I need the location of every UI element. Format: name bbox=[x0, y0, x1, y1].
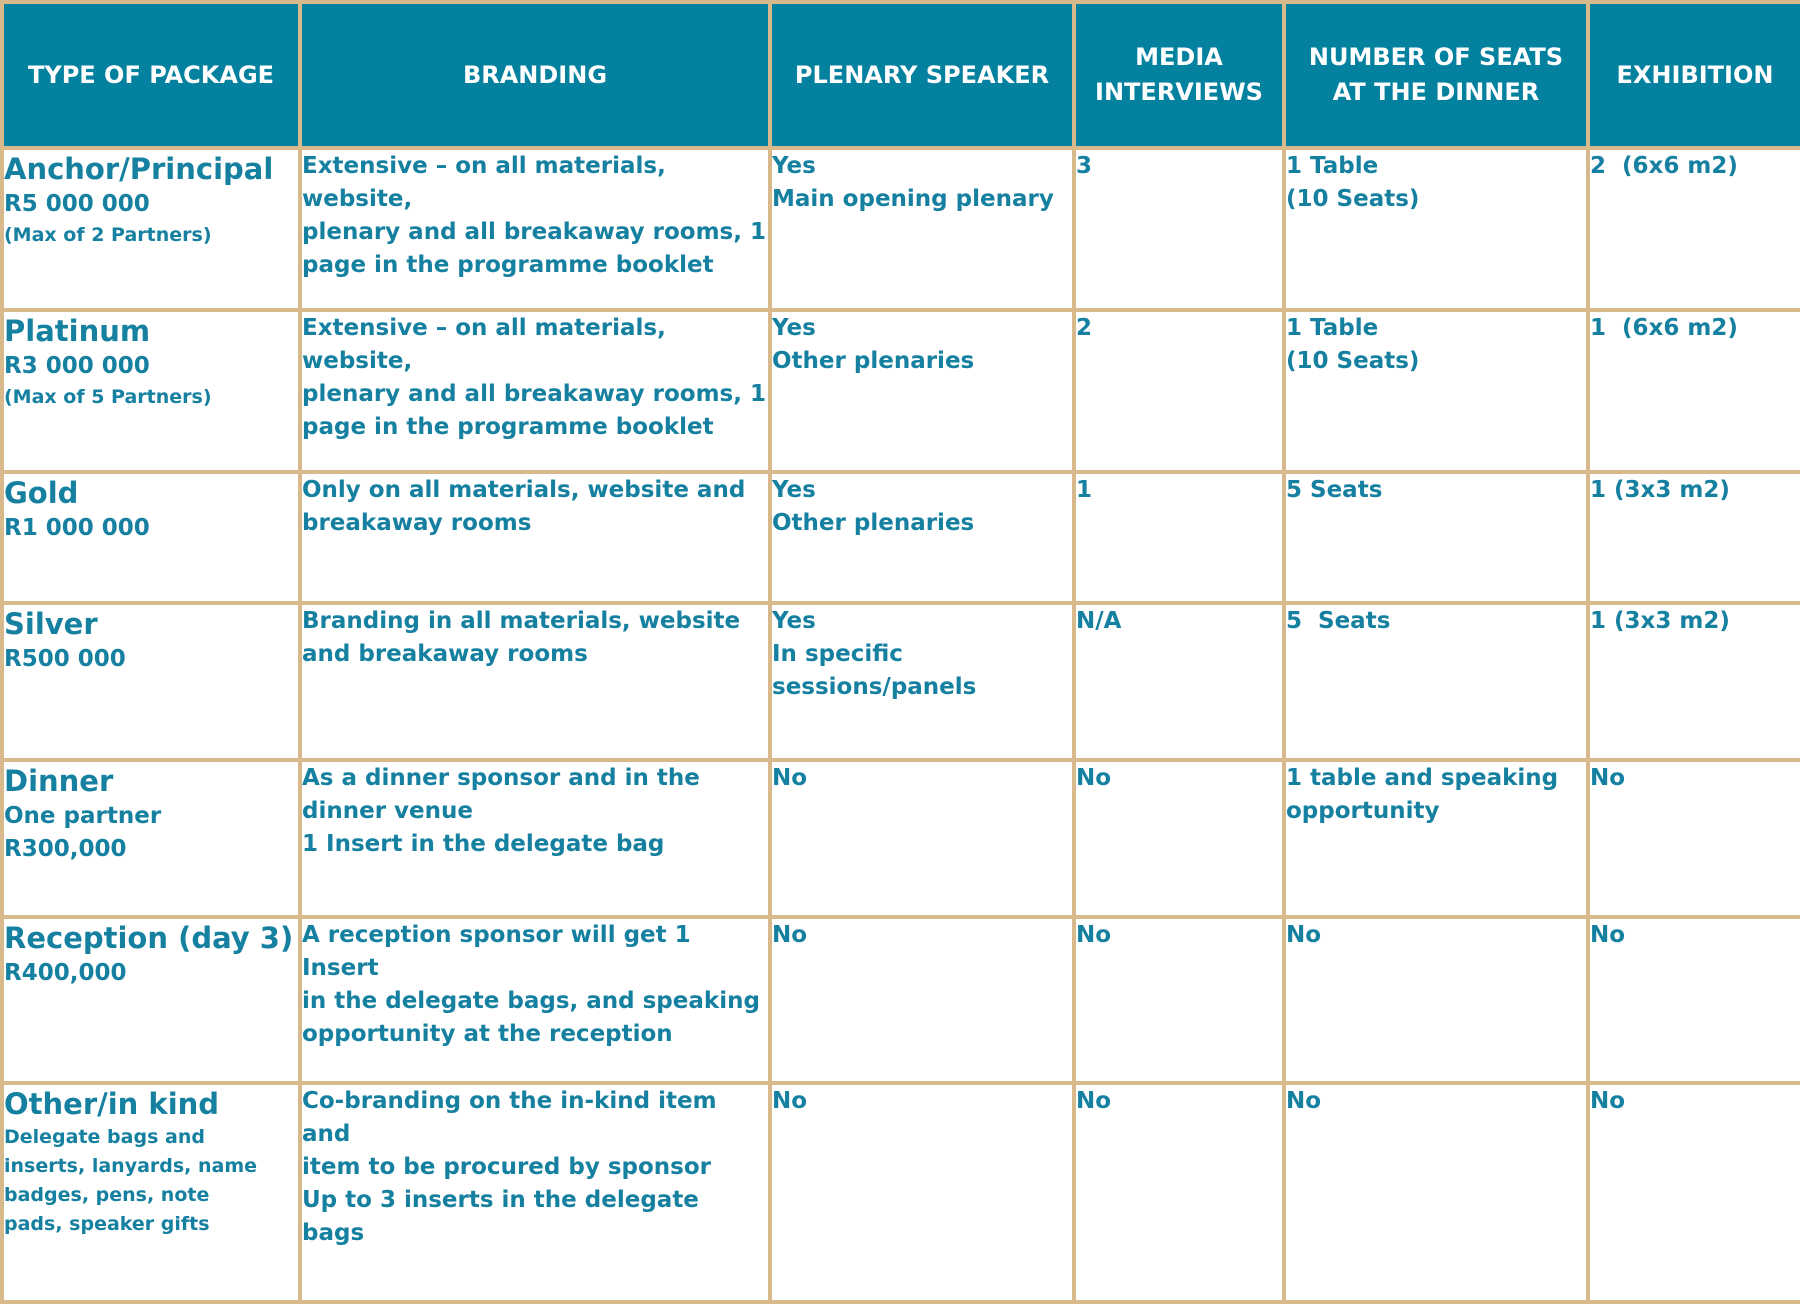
header-line: EXHIBITION bbox=[1616, 60, 1774, 89]
cell-line: 3 bbox=[1076, 153, 1093, 179]
header-type-of-package bbox=[2, 2, 300, 148]
package-name: Anchor/Principal bbox=[4, 152, 274, 186]
media-interviews-cell bbox=[1074, 760, 1284, 917]
header-line: AT THE DINNER bbox=[1332, 78, 1540, 106]
package-row bbox=[2, 310, 1800, 472]
exhibition-cell bbox=[1588, 1083, 1800, 1302]
cell-line: Extensive – on all materials, website, bbox=[302, 153, 674, 212]
cell-line: Up to 3 inserts in the delegate bags bbox=[302, 1187, 707, 1246]
cell-line: opportunity at the reception bbox=[302, 1021, 673, 1047]
cell-line: No bbox=[772, 765, 808, 791]
exhibition-cell bbox=[1588, 148, 1800, 310]
plenary-speaker-cell bbox=[770, 1083, 1074, 1302]
header-line: INTERVIEWS bbox=[1095, 78, 1263, 106]
header-line: NUMBER OF SEATS bbox=[1308, 43, 1564, 71]
package-row bbox=[2, 603, 1800, 760]
header-plenary-speaker bbox=[770, 2, 1074, 148]
media-interviews-cell bbox=[1074, 603, 1284, 760]
cell-line: N/A bbox=[1076, 608, 1122, 634]
header-line: PLENARY SPEAKER bbox=[794, 60, 1050, 89]
cell-line: item to be procured by sponsor bbox=[302, 1154, 711, 1180]
exhibition-cell bbox=[1588, 472, 1800, 603]
media-interviews-cell bbox=[1074, 472, 1284, 603]
package-type-cell bbox=[2, 917, 300, 1083]
branding-cell bbox=[300, 917, 770, 1083]
media-interviews-cell bbox=[1074, 1083, 1284, 1302]
cell-line: Other plenaries bbox=[772, 510, 975, 536]
package-price: R500 000 bbox=[4, 646, 126, 672]
plenary-speaker-cell bbox=[770, 917, 1074, 1083]
plenary-speaker-cell bbox=[770, 603, 1074, 760]
cell-line: 1 (3x3 m2) bbox=[1590, 477, 1730, 503]
package-type-cell bbox=[2, 1083, 300, 1302]
plenary-speaker-cell bbox=[770, 472, 1074, 603]
cell-line: 1 (6x6 m2) bbox=[1590, 315, 1738, 341]
dinner-seats-cell bbox=[1284, 472, 1588, 603]
cell-line: Branding in all materials, website bbox=[302, 608, 741, 634]
media-interviews-cell bbox=[1074, 917, 1284, 1083]
cell-line: A reception sponsor will get 1 Insert bbox=[302, 922, 699, 981]
package-note: (Max of 2 Partners) bbox=[4, 224, 212, 246]
package-note: Delegate bags and inserts, lanyards, name badges, pens, note pads, speaker gifts bbox=[4, 1126, 258, 1235]
cell-line: sessions/panels bbox=[772, 674, 977, 700]
cell-line: No bbox=[1590, 765, 1626, 791]
dinner-seats-cell bbox=[1284, 917, 1588, 1083]
cell-line: plenary and all breakaway rooms, 1 bbox=[302, 381, 766, 407]
branding-cell bbox=[300, 760, 770, 917]
cell-line: No bbox=[1286, 922, 1322, 948]
header-number-of-seats bbox=[1284, 2, 1588, 148]
cell-line: 1 table and speaking bbox=[1286, 765, 1559, 791]
package-row bbox=[2, 1083, 1800, 1302]
exhibition-cell bbox=[1588, 310, 1800, 472]
header-line: MEDIA bbox=[1135, 43, 1223, 71]
cell-line: 1 Insert in the delegate bag bbox=[302, 831, 665, 857]
package-note: (Max of 5 Partners) bbox=[4, 386, 212, 408]
cell-line: 5 Seats bbox=[1286, 608, 1391, 634]
package-type-cell bbox=[2, 310, 300, 472]
exhibition-cell bbox=[1588, 917, 1800, 1083]
cell-line: No bbox=[1076, 765, 1112, 791]
cell-line: No bbox=[1076, 1088, 1112, 1114]
cell-line: 5 Seats bbox=[1286, 477, 1383, 503]
package-row bbox=[2, 472, 1800, 603]
cell-line: 1 Table bbox=[1286, 315, 1379, 341]
cell-line: As a dinner sponsor and in the bbox=[302, 765, 700, 791]
cell-line: dinner venue bbox=[302, 798, 473, 824]
cell-line: 1 (3x3 m2) bbox=[1590, 608, 1730, 634]
cell-line: Other plenaries bbox=[772, 348, 975, 374]
cell-line: 2 (6x6 m2) bbox=[1590, 153, 1738, 179]
package-price: R400,000 bbox=[4, 960, 127, 986]
cell-line: breakaway rooms bbox=[302, 510, 532, 536]
cell-line: page in the programme booklet bbox=[302, 414, 714, 440]
branding-cell bbox=[300, 310, 770, 472]
package-name: Silver bbox=[4, 607, 98, 641]
package-name: Dinner bbox=[4, 764, 114, 798]
package-type-cell bbox=[2, 148, 300, 310]
media-interviews-cell bbox=[1074, 310, 1284, 472]
package-price: One partner R300,000 bbox=[4, 803, 162, 862]
cell-line: No bbox=[1076, 922, 1112, 948]
package-name: Other/in kind bbox=[4, 1087, 220, 1121]
dinner-seats-cell bbox=[1284, 760, 1588, 917]
cell-line: No bbox=[772, 922, 808, 948]
package-name: Gold bbox=[4, 476, 79, 510]
cell-line: No bbox=[772, 1088, 808, 1114]
cell-line: Only on all materials, website and bbox=[302, 477, 746, 503]
cell-line: No bbox=[1286, 1088, 1322, 1114]
header-media-interviews bbox=[1074, 2, 1284, 148]
cell-line: Yes bbox=[772, 315, 816, 341]
cell-line: Yes bbox=[772, 477, 816, 503]
cell-line: and breakaway rooms bbox=[302, 641, 588, 667]
header-row bbox=[2, 2, 1800, 148]
package-price: R1 000 000 bbox=[4, 515, 150, 541]
branding-cell bbox=[300, 472, 770, 603]
package-type-cell bbox=[2, 760, 300, 917]
cell-line: No bbox=[1590, 922, 1626, 948]
package-type-cell bbox=[2, 472, 300, 603]
dinner-seats-cell bbox=[1284, 310, 1588, 472]
cell-line: Extensive – on all materials, website, bbox=[302, 315, 674, 374]
cell-line: Yes bbox=[772, 153, 816, 179]
cell-line: No bbox=[1590, 1088, 1626, 1114]
cell-line: in the delegate bags, and speaking bbox=[302, 988, 760, 1014]
cell-line: Yes bbox=[772, 608, 816, 634]
header-branding bbox=[300, 2, 770, 148]
cell-line: Main opening plenary bbox=[772, 186, 1054, 212]
package-row bbox=[2, 148, 1800, 310]
package-name: Platinum bbox=[4, 314, 151, 348]
header-line: BRANDING bbox=[462, 60, 608, 89]
cell-line: opportunity bbox=[1286, 798, 1440, 824]
header-line: TYPE OF PACKAGE bbox=[27, 60, 275, 89]
exhibition-cell bbox=[1588, 603, 1800, 760]
dinner-seats-cell bbox=[1284, 148, 1588, 310]
package-row bbox=[2, 760, 1800, 917]
cell-line: 1 bbox=[1076, 477, 1093, 503]
header-exhibition bbox=[1588, 2, 1800, 148]
branding-cell bbox=[300, 1083, 770, 1302]
package-name: Reception (day 3) bbox=[4, 921, 294, 955]
cell-line: In specific bbox=[772, 641, 903, 667]
dinner-seats-cell bbox=[1284, 603, 1588, 760]
package-price: R3 000 000 bbox=[4, 353, 150, 379]
exhibition-cell bbox=[1588, 760, 1800, 917]
plenary-speaker-cell bbox=[770, 310, 1074, 472]
media-interviews-cell bbox=[1074, 148, 1284, 310]
cell-line: 1 Table bbox=[1286, 153, 1379, 179]
cell-line: page in the programme booklet bbox=[302, 252, 714, 278]
plenary-speaker-cell bbox=[770, 148, 1074, 310]
cell-line: 2 bbox=[1076, 315, 1093, 341]
cell-line: plenary and all breakaway rooms, 1 bbox=[302, 219, 766, 245]
package-row bbox=[2, 917, 1800, 1083]
plenary-speaker-cell bbox=[770, 760, 1074, 917]
package-type-cell bbox=[2, 603, 300, 760]
branding-cell bbox=[300, 148, 770, 310]
cell-line: Co-branding on the in-kind item and bbox=[302, 1088, 725, 1147]
package-price: R5 000 000 bbox=[4, 191, 150, 217]
cell-line: (10 Seats) bbox=[1286, 186, 1420, 212]
branding-cell bbox=[300, 603, 770, 760]
cell-line: (10 Seats) bbox=[1286, 348, 1420, 374]
dinner-seats-cell bbox=[1284, 1083, 1588, 1302]
